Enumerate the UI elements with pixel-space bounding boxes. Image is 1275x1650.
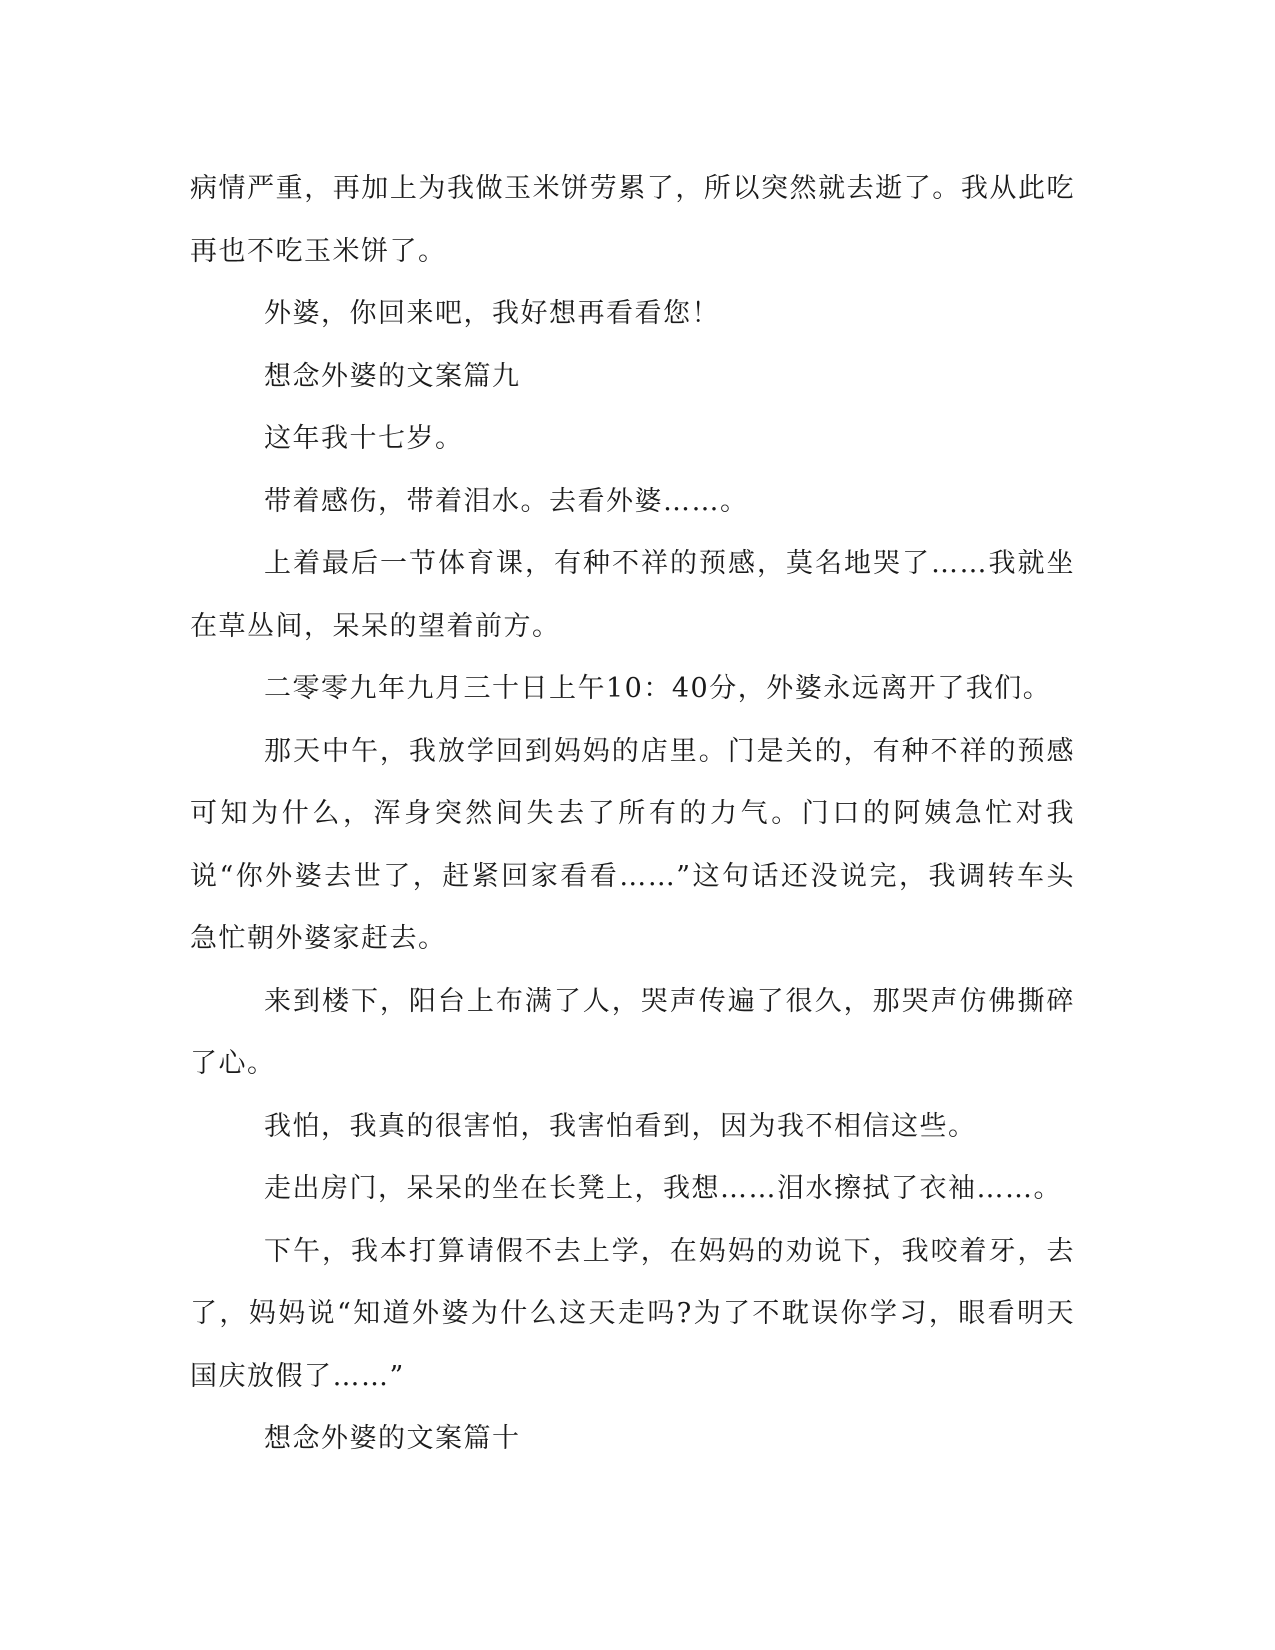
paragraph: 病情严重，再加上为我做玉米饼劳累了，所以突然就去逝了。我从此吃再也不吃玉米饼了。	[190, 173, 1075, 267]
paragraph: 带着感伤，带着泪水。去看外婆……。	[264, 485, 749, 517]
paragraph: 这年我十七岁。	[264, 423, 464, 454]
paragraph: 那天中午，我放学回到妈妈的店里。门是关的，有种不祥的预感可知为什么，浑身突然间失去了所有的力气。门口的阿姨急忙对我说“你外婆去世了，赶紧回家看看……”这句话还没说完，我调转车头急忙朝外婆家赶去。	[190, 735, 1075, 954]
paragraph: 来到楼下，阳台上布满了人，哭声传遍了很久，那哭声仿佛撕碎了心。	[190, 985, 1075, 1079]
paragraph: 我怕，我真的很害怕，我害怕看到，因为我不相信这些。	[264, 1110, 977, 1142]
paragraph: 上着最后一节体育课，有种不祥的预感，莫名地哭了……我就坐在草丛间，呆呆的望着前方。	[190, 548, 1075, 642]
section-heading: 想念外婆的文案篇九	[264, 360, 521, 392]
paragraph: 走出房门，呆呆的坐在长凳上，我想……泪水擦拭了衣袖……。	[264, 1173, 1062, 1204]
document-body	[190, 158, 1075, 1471]
section-heading: 想念外婆的文案篇十	[264, 1423, 521, 1454]
paragraph: 下午，我本打算请假不去上学，在妈妈的劝说下，我咬着牙，去了，妈妈说“知道外婆为什么这天走吗?为了不耽误你学习，眼看明天国庆放假了……”	[190, 1235, 1075, 1392]
paragraph: 二零零九年九月三十日上午10：40分，外婆永远离开了我们。	[264, 673, 1052, 704]
paragraph: 外婆，你回来吧，我好想再看看您！	[264, 298, 720, 329]
